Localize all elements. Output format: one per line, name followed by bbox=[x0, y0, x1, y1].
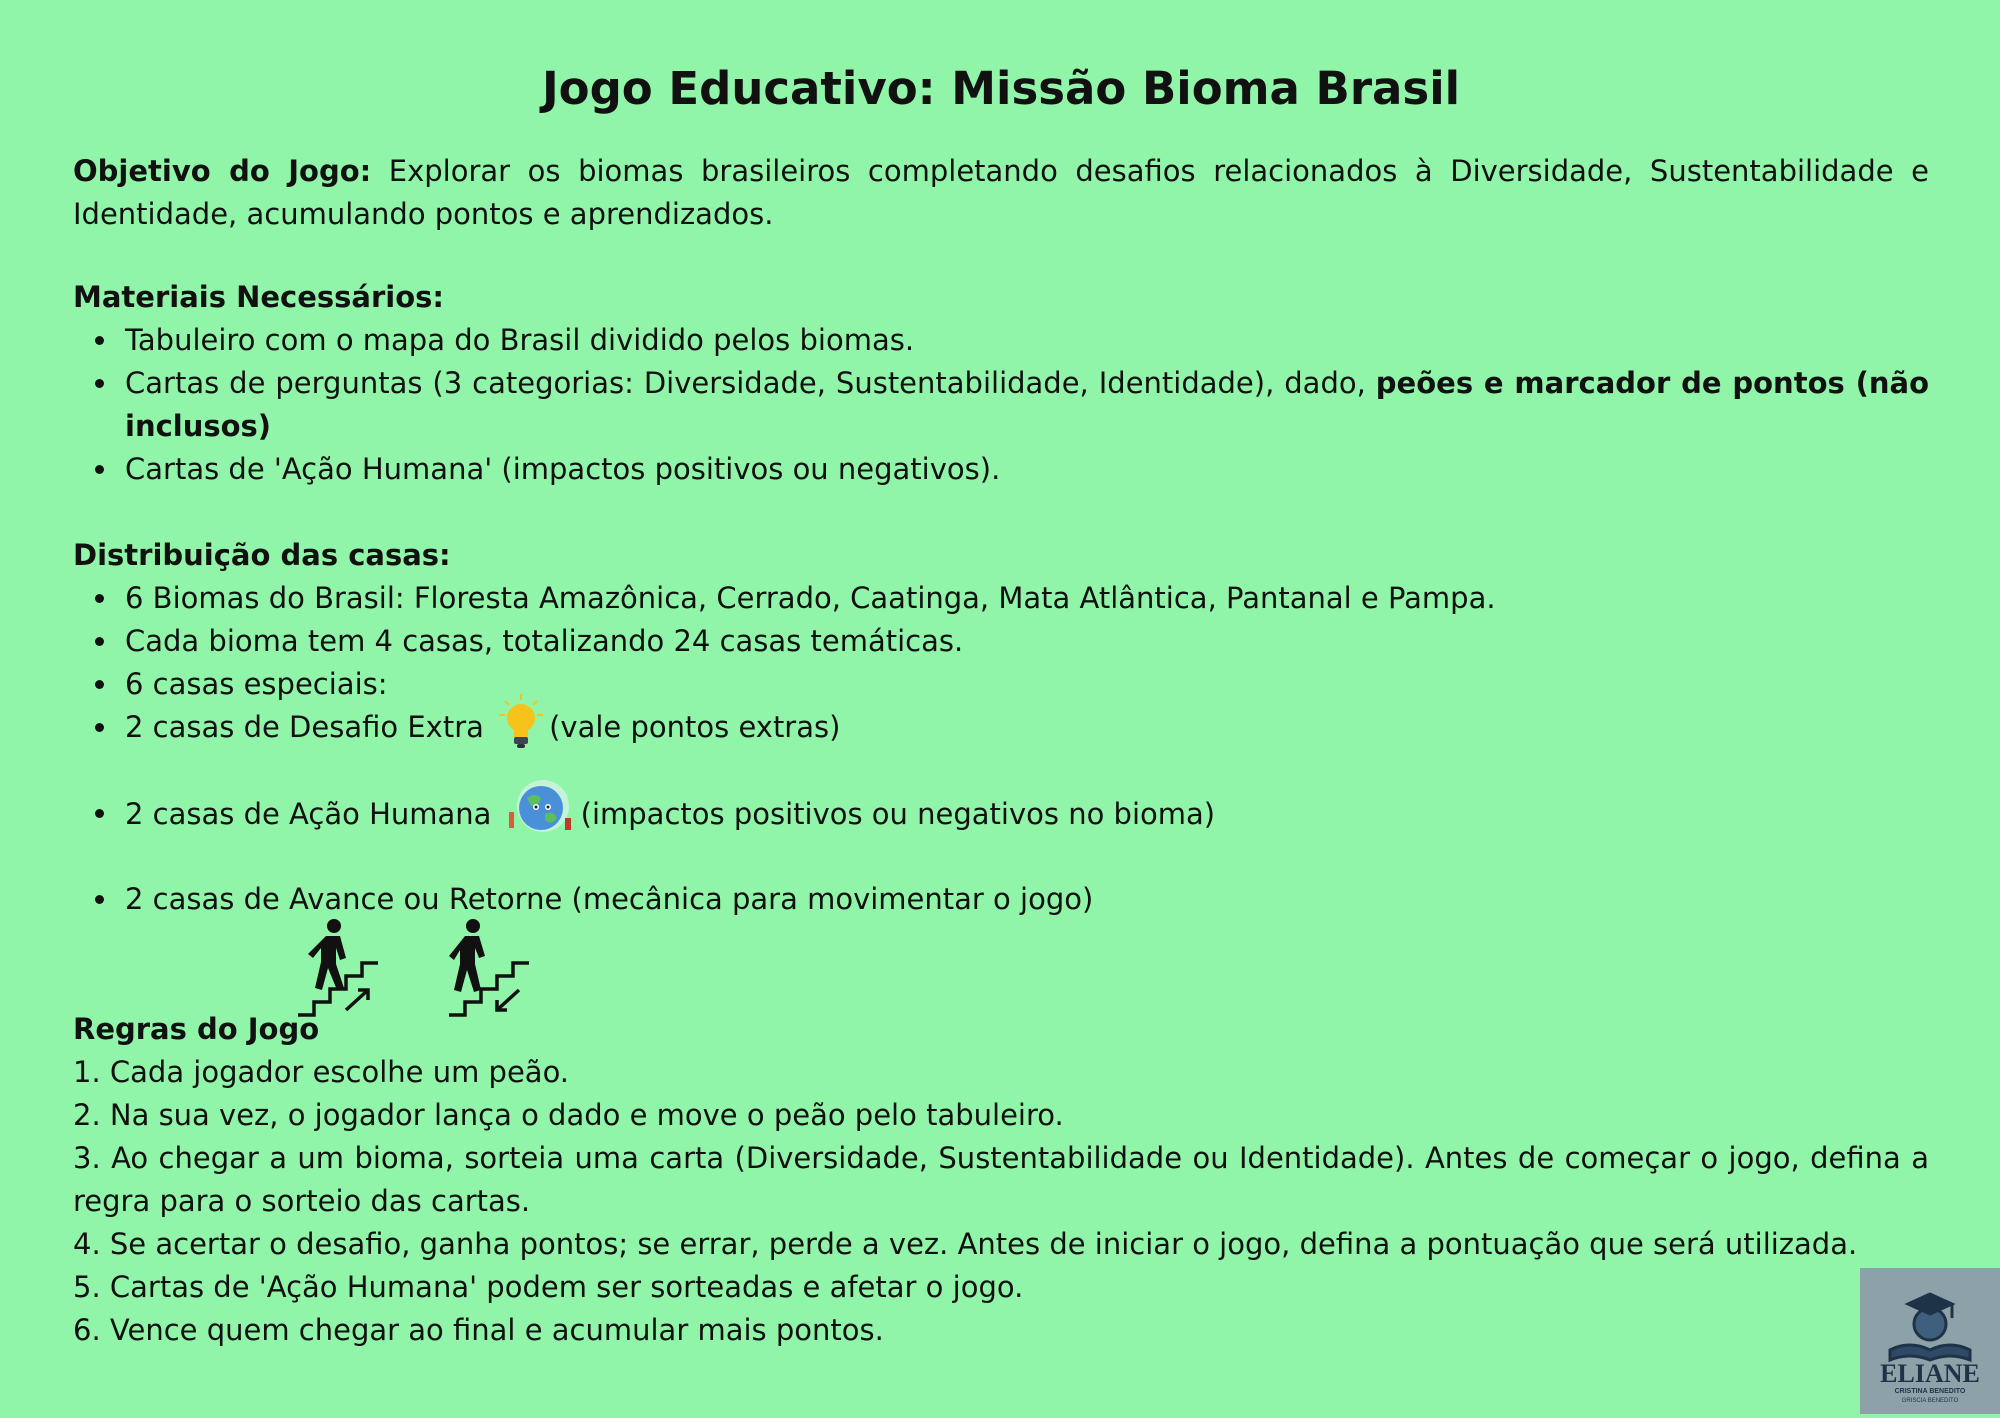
distribution-heading: Distribuição das casas: bbox=[73, 538, 451, 572]
objective-label: Objetivo do Jogo: bbox=[73, 154, 372, 188]
list-item: Cartas de 'Ação Humana' (impactos positivos ou negativos). bbox=[125, 448, 1929, 491]
svg-text:GRISCIA BENEDITO: GRISCIA BENEDITO bbox=[1901, 1398, 1959, 1404]
list-item: Tabuleiro com o mapa do Brasil dividido pelos biomas. bbox=[125, 319, 1929, 362]
lightbulb-icon bbox=[497, 693, 545, 751]
list-item-text: (vale pontos extras) bbox=[549, 710, 841, 744]
list-item: 6 casas especiais: bbox=[125, 663, 1929, 706]
svg-text:ELIANE: ELIANE bbox=[1880, 1359, 1980, 1388]
rules-item: 4. Se acertar o desafio, ganha pontos; se errar, perde a vez. Antes de iniciar o jogo, defina a pontuação que será utilizada. bbox=[73, 1227, 1858, 1261]
materials-section bbox=[73, 276, 1929, 491]
list-item-text: Cartas de perguntas (3 categorias: Diversidade, Sustentabilidade, Identidade), dado, bbox=[125, 366, 1376, 400]
author-logo bbox=[1860, 1268, 2000, 1414]
list-item: 2 casas de Avance ou Retorne (mecânica para movimentar o jogo) bbox=[125, 878, 1929, 921]
stairs-down-icon bbox=[447, 918, 539, 1018]
objective-text: Explorar os biomas brasileiros completando desafios relacionados à Diversidade, Sustentabilidade e Identidade, acumulando pontos e aprendizados. bbox=[73, 154, 1929, 231]
distribution-list bbox=[73, 577, 1929, 921]
rules-item: 1. Cada jogador escolhe um peão. bbox=[73, 1055, 570, 1089]
objective-paragraph bbox=[73, 150, 1929, 236]
svg-text:CRISTINA BENEDITO: CRISTINA BENEDITO bbox=[1894, 1388, 1966, 1395]
materials-heading: Materiais Necessários: bbox=[73, 280, 444, 314]
materials-list bbox=[73, 319, 1929, 491]
rules-item: 5. Cartas de 'Ação Humana' podem ser sorteadas e afetar o jogo. bbox=[73, 1270, 1024, 1304]
rules-item: 2. Na sua vez, o jogador lança o dado e move o peão pelo tabuleiro. bbox=[73, 1098, 1064, 1132]
page-title: Jogo Educativo: Missão Bioma Brasil bbox=[541, 62, 1461, 115]
rules-heading: Regras do Jogo bbox=[73, 1012, 320, 1046]
stairs-up-icon bbox=[296, 918, 388, 1018]
list-item: Cada bioma tem 4 casas, totalizando 24 casas temáticas. bbox=[125, 620, 1929, 663]
list-item-text: (impactos positivos ou negativos no bioma) bbox=[580, 797, 1216, 831]
globe-icon bbox=[503, 774, 579, 840]
rules-item: 6. Vence quem chegar ao final e acumular mais pontos. bbox=[73, 1313, 884, 1347]
rules-item: 3. Ao chegar a um bioma, sorteia uma carta (Diversidade, Sustentabilidade ou Identidade). Antes de começar o jogo, defina a regra para o sorteio das cartas. bbox=[73, 1141, 1929, 1218]
list-item bbox=[125, 706, 1929, 749]
distribution-section bbox=[73, 534, 1929, 921]
rules-section bbox=[73, 1008, 1929, 1352]
graduation-book-icon bbox=[1860, 1268, 2000, 1414]
list-item-bold: peões e marcador de pontos (não inclusos) bbox=[125, 366, 1929, 443]
list-item: 6 Biomas do Brasil: Floresta Amazônica, Cerrado, Caatinga, Mata Atlântica, Pantanal e Pampa. bbox=[125, 577, 1929, 620]
list-item bbox=[125, 792, 1929, 835]
list-item bbox=[125, 362, 1929, 448]
list-item-text: 2 casas de Ação Humana bbox=[125, 797, 501, 831]
list-item-text: 2 casas de Desafio Extra bbox=[125, 710, 494, 744]
